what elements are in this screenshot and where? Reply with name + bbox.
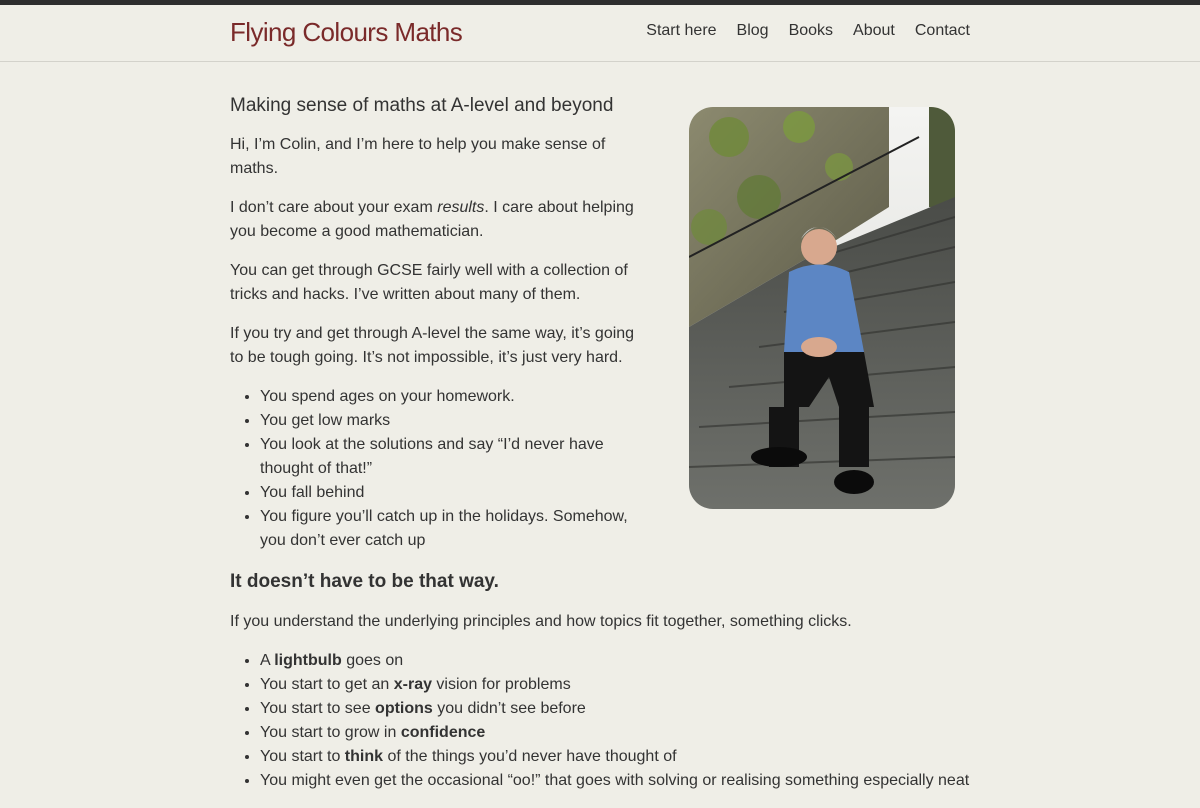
benefit-keyword: options [375,700,433,717]
benefit-keyword: x-ray [393,676,432,693]
nav-books[interactable]: Books [788,22,834,39]
results-paragraph [230,196,650,244]
benefit-text: A [260,652,275,669]
intro-paragraph: Hi, I’m Colin, and I’m here to help you make sense of maths. [230,136,606,177]
section-heading: It doesn’t have to be that way. [230,571,499,592]
benefit-keyword: lightbulb [274,652,342,669]
list-item: • You spend ages on your homework. [260,385,650,409]
list-item: • You get low marks [260,409,650,433]
list-item: • You look at the solutions and say “I’d never have thought of that!” [260,433,650,481]
benefit-text: You start to get an [260,676,394,693]
results-text-before: I don’t care about your exam [230,199,438,216]
benefit-text: You start to see [260,700,376,717]
problems-list [230,385,650,553]
benefit-text: of the things you’d never have thought of [383,748,677,765]
benefit-text: you didn’t see before [432,700,586,717]
list-item [260,673,970,697]
list-item [260,697,970,721]
alevel-paragraph: If you try and get through A-level the same way, it’s going to be tough going. It’s not impossible, it’s just very hard. [230,325,635,366]
list-item [260,745,970,769]
benefits-list [230,649,970,793]
site-header [0,5,1200,62]
main-nav [646,22,970,40]
results-emphasis: results [437,199,485,216]
benefit-text: vision for problems [431,676,571,693]
nav-start-here[interactable]: Start here [646,22,717,39]
benefit-text: goes on [341,652,404,669]
benefit-keyword: think [344,748,384,765]
benefit-text: You start to grow in [260,724,401,741]
benefit-text: You start to [260,748,345,765]
section-lead: If you understand the underlying principles and how topics fit together, something clicks. [230,613,852,630]
list-item [260,721,970,745]
list-item: • You figure you’ll catch up in the holidays. Somehow, you don’t ever catch up [260,505,650,553]
main-content [230,94,970,808]
results-text-after: . I care about helping you become a good mathematician. [230,199,634,240]
intro-section [230,94,650,553]
gcse-paragraph: You can get through GCSE fairly well with a collection of tricks and hacks. I’ve written about many of them. [230,262,628,303]
list-item [260,769,970,793]
nav-blog[interactable]: Blog [736,22,769,39]
nav-contact[interactable]: Contact [914,22,970,39]
nav-about[interactable]: About [853,22,895,39]
benefit-keyword: confidence [400,724,486,741]
benefit-text: You might even get the occasional “oo!” that goes with solving or realising something especially neat [260,772,970,789]
list-item [260,649,970,673]
list-item: • You fall behind [260,481,650,505]
site-title-link[interactable]: Flying Colours Maths [230,17,463,47]
page-subtitle: Making sense of maths at A-level and beyond [230,95,614,116]
